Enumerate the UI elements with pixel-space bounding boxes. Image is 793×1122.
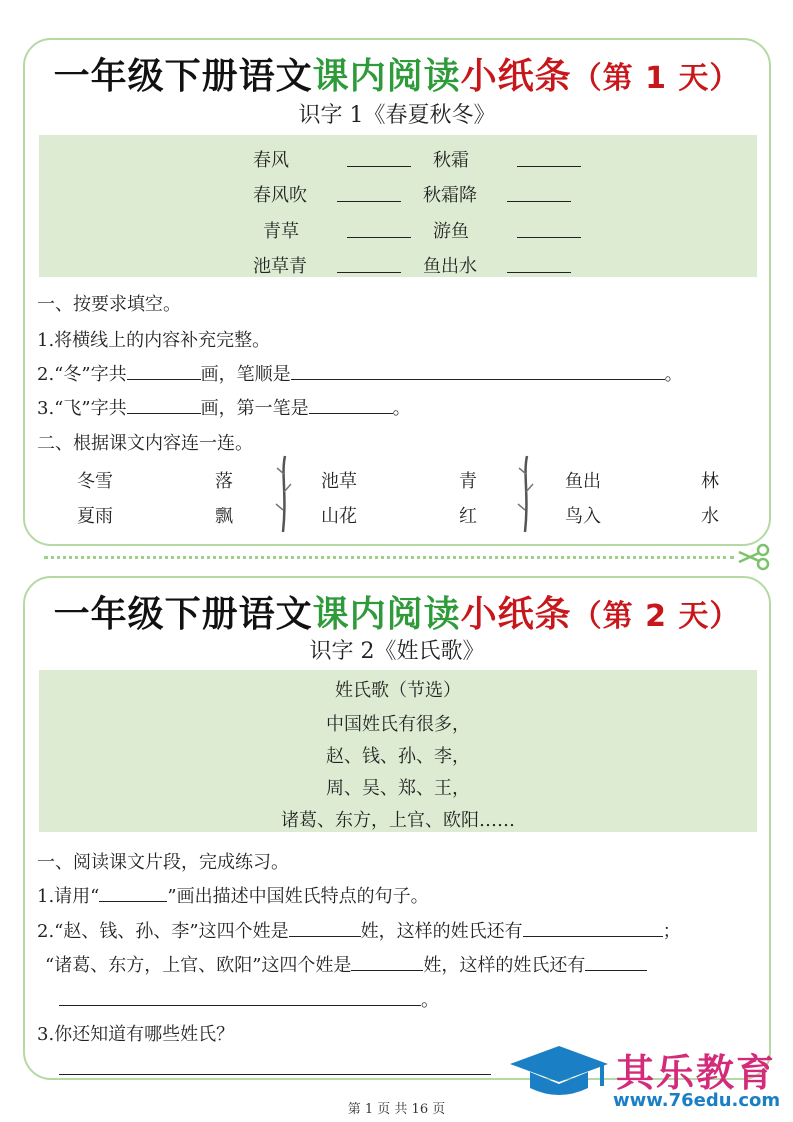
match-item[interactable]: 红 (459, 506, 477, 527)
q2-text-d: 姓，这样的姓氏还有 (423, 955, 586, 976)
word-4a: 池草青 (253, 256, 307, 277)
day1-subtitle: 识字 1《春夏秋冬》 (298, 103, 496, 128)
match-item[interactable]: 水 (701, 506, 719, 527)
word-1a: 春风 (253, 150, 289, 171)
day2-title (25, 586, 769, 637)
word-blank[interactable] (517, 148, 581, 167)
title-part-black: 一年级下册语文 (53, 56, 313, 97)
poem-title: 姓氏歌（节选） (335, 680, 461, 701)
q3-text-b: 画，第一笔是 (200, 398, 309, 419)
match-item: 鱼出 (565, 471, 601, 492)
title-part-day: （第 1 天） (571, 61, 741, 96)
match-item: 池草 (321, 471, 357, 492)
q3-text-a: 3.“飞”字共 (37, 398, 127, 419)
q2-end: 。 (664, 364, 683, 385)
q1-blank-mark[interactable] (99, 883, 167, 902)
day2-q2-line3 (59, 986, 439, 1012)
poem-line: 周、吴、郑、王， (326, 778, 470, 799)
day2-q1 (37, 882, 429, 908)
word-1b: 秋霜 (433, 150, 469, 171)
day1-title (25, 48, 769, 99)
day2-section1-title: 一、阅读课文片段，完成练习。 (37, 852, 289, 873)
day1-section1-title: 一、按要求填空。 (37, 294, 181, 315)
word-3b: 游鱼 (433, 221, 469, 242)
q2-blank-type2[interactable] (351, 952, 423, 971)
match-item: 夏雨 (77, 506, 113, 527)
q2-end: ； (662, 921, 681, 942)
word-blank[interactable] (337, 254, 401, 273)
title-part-black: 一年级下册语文 (53, 594, 313, 635)
q2-blank-order[interactable] (291, 361, 665, 380)
word-blank[interactable] (347, 148, 411, 167)
title-part-red: 小纸条 (460, 56, 572, 97)
q3-end: 。 (392, 398, 411, 419)
logo-name: 其乐教育 (616, 1051, 777, 1095)
title-part-day: （第 2 天） (571, 599, 741, 634)
q2-end2: 。 (421, 990, 439, 1011)
match-item[interactable]: 落 (215, 471, 233, 492)
q2-blank-more[interactable] (523, 918, 663, 937)
q2-text-a: 2.“冬”字共 (37, 364, 127, 385)
q1-text-b: ”画出描述中国姓氏特点的句子。 (167, 886, 429, 907)
q3-blank-first[interactable] (309, 395, 393, 414)
poem-line: 诸葛、东方，上官、欧阳…… (281, 810, 515, 831)
word-blank[interactable] (337, 183, 401, 202)
match-item[interactable]: 飘 (215, 506, 233, 527)
word-blank[interactable] (507, 254, 571, 273)
page-footer: 第 1 页 共 16 页 (347, 1102, 446, 1117)
title-part-green: 课内阅读 (312, 56, 461, 97)
day1-q2 (37, 360, 683, 386)
match-item[interactable]: 青 (459, 471, 477, 492)
q3-blank-strokes[interactable] (127, 395, 201, 414)
match-item: 山花 (321, 506, 357, 527)
match-item[interactable]: 林 (701, 471, 719, 492)
q3-answer-line[interactable] (59, 1056, 491, 1075)
q2-text-c: “诸葛、东方，上官、欧阳”这四个姓是 (45, 955, 352, 976)
logo-url: www.76edu.com (613, 1090, 781, 1111)
q2-blank-strokes[interactable] (127, 361, 201, 380)
day2-q2-line2 (45, 951, 647, 977)
graduation-cap-logo-icon (508, 1040, 610, 1100)
q2-blank-continued[interactable] (59, 987, 421, 1006)
day2-q3: 3.你还知道有哪些姓氏？ (37, 1024, 235, 1045)
word-2b: 秋霜降 (423, 185, 477, 206)
title-part-green: 课内阅读 (312, 594, 461, 635)
match-item: 鸟入 (565, 506, 601, 527)
match-item: 冬雪 (77, 471, 113, 492)
bamboo-divider-icon (515, 454, 537, 534)
poem-line: 中国姓氏有很多， (326, 714, 470, 735)
word-3a: 青草 (263, 221, 299, 242)
day2-card (23, 576, 771, 1080)
q2-text-b: 画，笔顺是 (200, 364, 291, 385)
title-part-red: 小纸条 (460, 594, 572, 635)
q2-text-a: 2.“赵、钱、孙、李”这四个姓是 (37, 921, 289, 942)
cut-line (44, 556, 734, 559)
word-blank[interactable] (507, 183, 571, 202)
day2-subtitle: 识字 2《姓氏歌》 (309, 639, 485, 664)
scissors-icon (737, 542, 773, 572)
word-4b: 鱼出水 (423, 256, 477, 277)
word-blank[interactable] (517, 219, 581, 238)
day1-section2-title: 二、根据课文内容连一连。 (37, 433, 253, 454)
poem-line: 赵、钱、孙、李， (326, 746, 470, 767)
word-2a: 春风吹 (253, 185, 307, 206)
q2-text-b: 姓，这样的姓氏还有 (360, 921, 523, 942)
day1-q3 (37, 394, 411, 420)
day2-q2 (37, 917, 681, 943)
q2-blank-more2[interactable] (585, 952, 647, 971)
word-blank[interactable] (347, 219, 411, 238)
day1-card (23, 38, 771, 546)
bamboo-divider-icon (273, 454, 295, 534)
q2-blank-type[interactable] (289, 918, 361, 937)
q1-text-a: 1.请用“ (37, 886, 100, 907)
day1-q1: 1.将横线上的内容补充完整。 (37, 330, 271, 351)
